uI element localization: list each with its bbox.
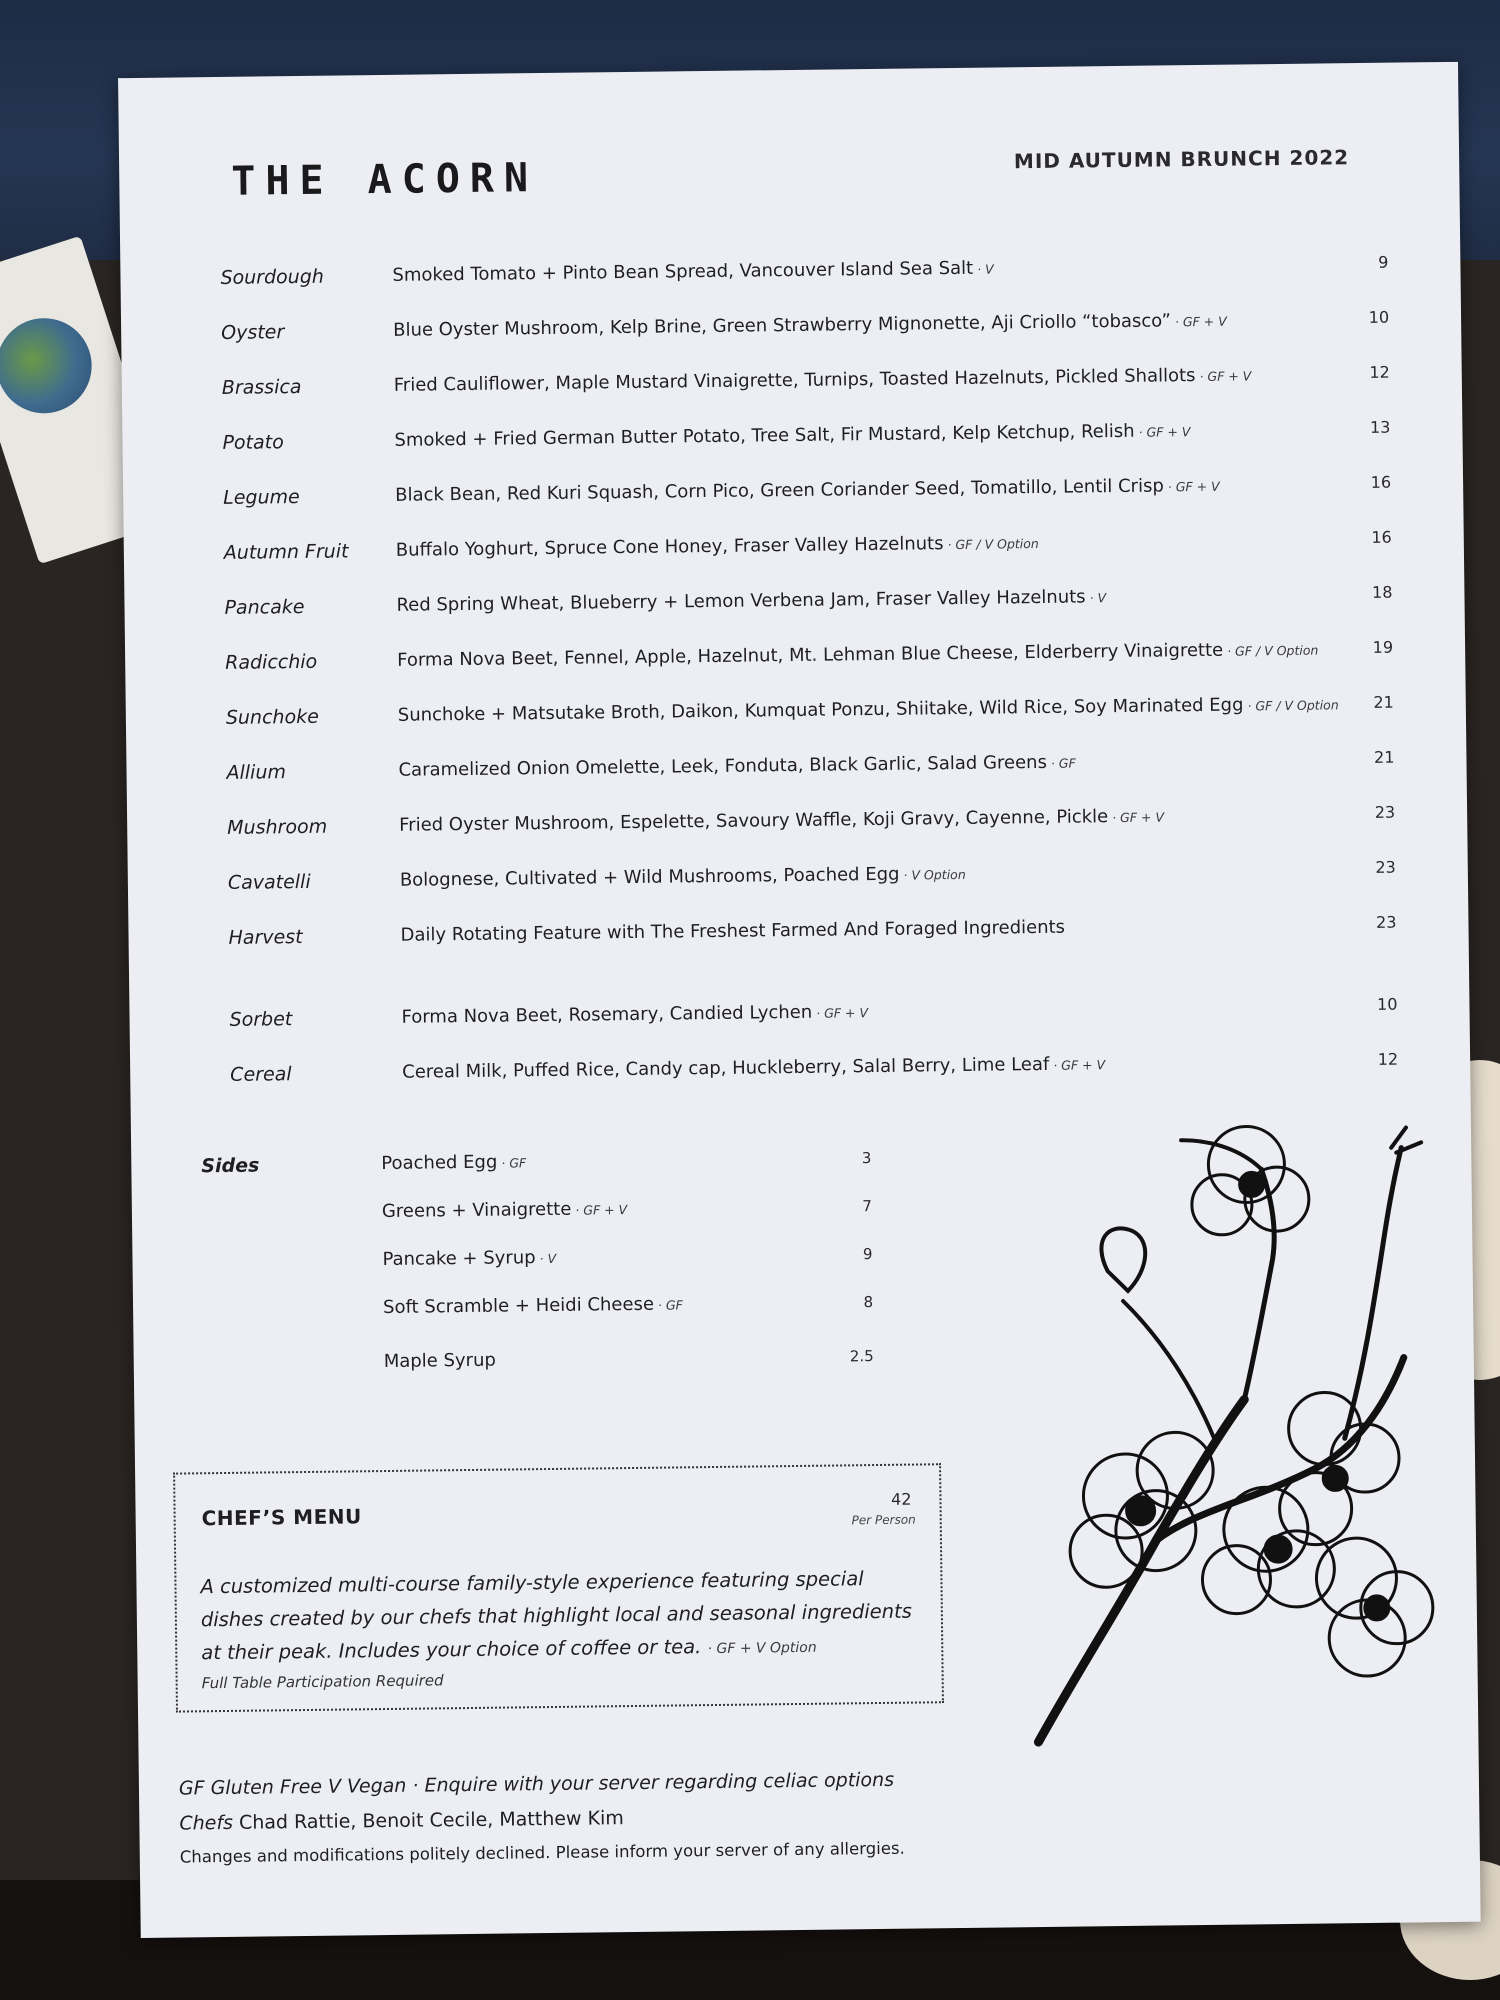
side-name: Maple Syrup xyxy=(383,1349,496,1373)
item-price: 16 xyxy=(1371,527,1392,547)
menu-item xyxy=(125,633,1465,685)
item-description: Forma Nova Beet, Rosemary, Candied Lychen · GF + V xyxy=(401,1001,869,1028)
item-name: Allium xyxy=(226,761,287,784)
item-description: Fried Oyster Mushroom, Espelette, Savoury Waffle, Koji Gravy, Cayenne, Pickle · GF + V xyxy=(399,806,1165,836)
item-description: Smoked + Fried German Butter Potato, Tree Salt, Fir Mustard, Kelp Ketchup, Relish · GF + V xyxy=(394,420,1191,451)
diet-tag: · GF / V Option xyxy=(947,535,1039,553)
menu-item xyxy=(120,248,1460,300)
menu-sheet xyxy=(118,62,1481,1938)
item-name: Brassica xyxy=(221,375,302,399)
diet-tag: · GF / V Option xyxy=(1247,697,1339,714)
chefs-menu-note: Full Table Participation Required xyxy=(201,1671,444,1693)
item-price: 12 xyxy=(1377,1049,1399,1069)
item-name: Sourdough xyxy=(220,265,324,289)
item-name: Oyster xyxy=(221,321,285,344)
chefs-credits xyxy=(179,1807,624,1834)
menu-item xyxy=(127,798,1467,850)
chefs-menu-description: A customized multi-course family-style experience featuring special dishes created by our chefs that highlight local and seasonal ingredients at their peak. Includes your choice of coffee or tea. · GF + V Option xyxy=(200,1567,912,1665)
menu-item xyxy=(122,358,1462,410)
item-price: 13 xyxy=(1369,417,1391,437)
chefs-label: Chefs xyxy=(179,1811,234,1835)
side-name: Soft Scramble + Heidi Cheese xyxy=(382,1293,655,1319)
item-name: Cereal xyxy=(230,1063,292,1086)
item-name: Harvest xyxy=(228,925,303,949)
diet-tag: · V Option xyxy=(903,866,966,883)
side-name: Greens + Vinaigrette xyxy=(381,1198,572,1223)
item-description: Red Spring Wheat, Blueberry + Lemon Verbena Jam, Fraser Valley Hazelnuts · V xyxy=(396,586,1107,616)
diet-tag: · GF + V xyxy=(1167,478,1220,495)
item-description: Blue Oyster Mushroom, Kelp Brine, Green Strawberry Mignonette, Aji Criollo “tobasco” · GF + V xyxy=(393,310,1227,341)
diet-tag: · GF xyxy=(501,1155,527,1171)
diet-tag: · GF xyxy=(1050,755,1076,771)
item-description: Fried Cauliflower, Maple Mustard Vinaigrette, Turnips, Toasted Hazelnuts, Pickled Shallots · GF + V xyxy=(393,365,1252,396)
chefs-menu-box xyxy=(173,1463,944,1712)
diet-tag: · GF + V xyxy=(1112,809,1165,826)
sachet-logo-icon xyxy=(0,306,104,426)
chefs-names: Chad Rattie, Benoit Cecile, Matthew Kim xyxy=(238,1807,624,1834)
allergy-notice: Changes and modifications politely declined. Please inform your server of any allergies. xyxy=(179,1838,905,1867)
side-price: 8 xyxy=(863,1293,874,1312)
side-item xyxy=(381,1147,881,1187)
diet-tag: · GF + V xyxy=(1053,1057,1106,1073)
item-description: Buffalo Yoghurt, Spruce Cone Honey, Fraser Valley Hazelnuts · GF / V Option xyxy=(395,533,1039,561)
diet-tag: · GF / V Option xyxy=(1227,642,1319,659)
item-name: Radicchio xyxy=(225,650,318,674)
item-price: 19 xyxy=(1372,637,1394,657)
menu-item xyxy=(123,468,1463,520)
menu-item xyxy=(121,303,1461,355)
cherry-blossom-icon xyxy=(1011,1107,1459,1762)
diet-tag: · GF xyxy=(657,1297,683,1313)
item-name: Pancake xyxy=(224,595,305,619)
side-item xyxy=(382,1195,882,1235)
item-name: Mushroom xyxy=(227,815,328,839)
diet-legend: GF Gluten Free V Vegan · Enquire with your server regarding celiac options xyxy=(178,1768,895,1800)
item-price: 16 xyxy=(1370,472,1392,492)
menu-item xyxy=(124,578,1464,630)
side-item xyxy=(382,1243,882,1283)
menu-item xyxy=(128,908,1468,960)
side-name: Poached Egg xyxy=(381,1151,498,1175)
item-name: Potato xyxy=(222,431,284,454)
menu-item xyxy=(128,853,1468,905)
item-price: 23 xyxy=(1374,802,1396,822)
item-description: Forma Nova Beet, Fennel, Apple, Hazelnut, Mt. Lehman Blue Cheese, Elderberry Vinaigrette · GF / V Option xyxy=(397,639,1319,671)
item-description: Sunchoke + Matsutake Broth, Daikon, Kumquat Ponzu, Shiitake, Wild Rice, Soy Marinated Egg · GF / V Option xyxy=(397,694,1339,726)
item-description: Smoked Tomato + Pinto Bean Spread, Vancouver Island Sea Salt · V xyxy=(392,257,994,286)
diet-tag: · V xyxy=(977,261,994,277)
menu-item xyxy=(122,413,1462,465)
diet-tag: · GF + V xyxy=(575,1202,628,1218)
side-name: Pancake + Syrup xyxy=(382,1247,536,1271)
menu-item xyxy=(126,743,1466,795)
item-price: 21 xyxy=(1373,692,1394,712)
item-name: Cavatelli xyxy=(227,870,311,894)
chefs-menu-title: CHEF’S MENU xyxy=(201,1504,362,1531)
item-price: 10 xyxy=(1368,307,1390,327)
side-item xyxy=(383,1291,883,1331)
item-name: Legume xyxy=(223,485,300,509)
diet-tag: · GF + V xyxy=(1174,313,1227,330)
side-price: 9 xyxy=(862,1245,873,1264)
sides-heading: Sides xyxy=(201,1154,260,1178)
item-description: Black Bean, Red Kuri Squash, Corn Pico, Green Coriander Seed, Tomatillo, Lentil Crisp · GF + V xyxy=(395,475,1220,506)
menu-item xyxy=(129,990,1469,1042)
item-price: 10 xyxy=(1376,994,1398,1014)
side-item xyxy=(384,1345,884,1385)
item-name: Sunchoke xyxy=(225,705,319,729)
item-name: Autumn Fruit xyxy=(223,540,349,564)
diet-tag: · V xyxy=(1089,590,1107,606)
menu-item xyxy=(126,688,1466,740)
item-price: 12 xyxy=(1369,362,1390,382)
diet-tag: · GF + V xyxy=(1199,368,1252,384)
item-description: Bolognese, Cultivated + Wild Mushrooms, Poached Egg · V Option xyxy=(399,863,966,891)
item-price: 21 xyxy=(1373,747,1395,767)
side-price: 3 xyxy=(861,1149,872,1168)
diet-tag: · GF + V xyxy=(816,1005,869,1021)
item-description: Daily Rotating Feature with The Freshest Farmed And Foraged Ingredients xyxy=(400,916,1066,946)
side-price: 2.5 xyxy=(849,1347,874,1366)
restaurant-name: THE ACORN xyxy=(231,155,539,205)
diet-tag: · GF + V Option xyxy=(707,1639,817,1658)
item-description: Caramelized Onion Omelette, Leek, Fonduta, Black Garlic, Salad Greens · GF xyxy=(398,751,1076,781)
side-price: 7 xyxy=(862,1197,872,1216)
diet-tag: · GF + V xyxy=(1138,424,1191,440)
chefs-menu-price: 42 xyxy=(890,1489,912,1509)
item-price: 23 xyxy=(1375,857,1396,877)
item-price: 9 xyxy=(1378,252,1389,272)
menu-item xyxy=(124,523,1464,575)
menu-item xyxy=(130,1045,1470,1097)
menu-edition: MID AUTUMN BRUNCH 2022 xyxy=(1013,145,1350,174)
item-description: Cereal Milk, Puffed Rice, Candy cap, Huckleberry, Salal Berry, Lime Leaf · GF + V xyxy=(402,1053,1106,1083)
chefs-menu-unit: Per Person xyxy=(851,1512,916,1528)
item-name: Sorbet xyxy=(229,1008,293,1031)
item-price: 18 xyxy=(1371,582,1393,602)
diet-tag: · V xyxy=(539,1250,557,1267)
item-price: 23 xyxy=(1375,912,1397,932)
